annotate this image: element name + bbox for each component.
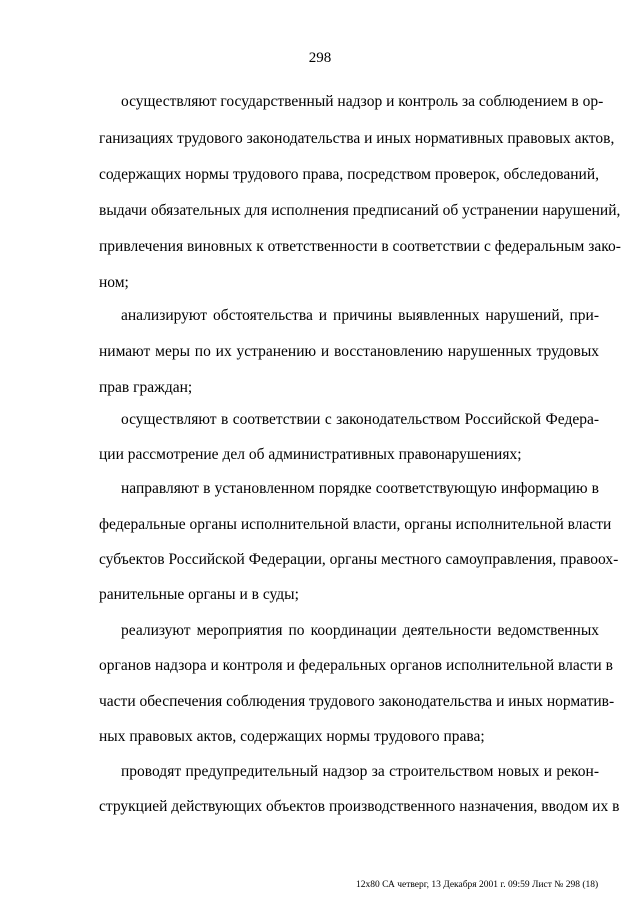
text-line: субъектов Российской Федерации, органы местного самоуправления, правоох-: [99, 551, 619, 568]
text-line: направляют в установленном порядке соответствующую информацию в: [121, 480, 599, 497]
text-line: анализируют обстоятельства и причины выявленных нарушений, при-: [121, 307, 599, 324]
text-line: струкцией действующих объектов производственного назначения, вводом их в: [99, 798, 620, 815]
text-line: нимают меры по их устранению и восстановлению нарушенных трудовых: [99, 343, 599, 360]
text-line: части обеспечения соблюдения трудового законодательства и иных норматив-: [99, 693, 615, 710]
text-line: осуществляют в соответствии с законодательством Российской Федера-: [121, 411, 599, 428]
text-line: реализуют мероприятия по координации деятельности ведомственных: [121, 622, 599, 639]
text-line: прав граждан;: [99, 379, 193, 396]
text-line: выдачи обязательных для исполнения предписаний об устранении нарушений,: [99, 202, 621, 219]
text-line: ганизациях трудового законодательства и иных нормативных правовых актов,: [99, 130, 615, 147]
text-line: содержащих нормы трудового права, посредством проверок, обследований,: [99, 166, 599, 183]
text-line: проводят предупредительный надзор за строительством новых и рекон-: [121, 763, 599, 780]
document-footer: 12х80 СА четверг, 13 Декабря 2001 г. 09:59 Лист № 298 (18): [356, 880, 599, 890]
text-line: осуществляют государственный надзор и контроль за соблюдением в ор-: [121, 93, 604, 110]
text-line: органов надзора и контроля и федеральных органов исполнительной власти в: [99, 657, 613, 674]
page-number: 298: [308, 50, 332, 66]
text-line: ции рассмотрение дел об административных правонарушениях;: [99, 446, 522, 463]
text-line: ранительные органы и в суды;: [99, 586, 299, 603]
text-line: привлечения виновных к ответственности в соответствии с федеральным зако-: [99, 238, 621, 255]
text-line: федеральные органы исполнительной власти, органы исполнительной власти: [99, 516, 612, 533]
text-line: ном;: [99, 274, 129, 291]
text-line: ных правовых актов, содержащих нормы трудового права;: [99, 728, 485, 745]
